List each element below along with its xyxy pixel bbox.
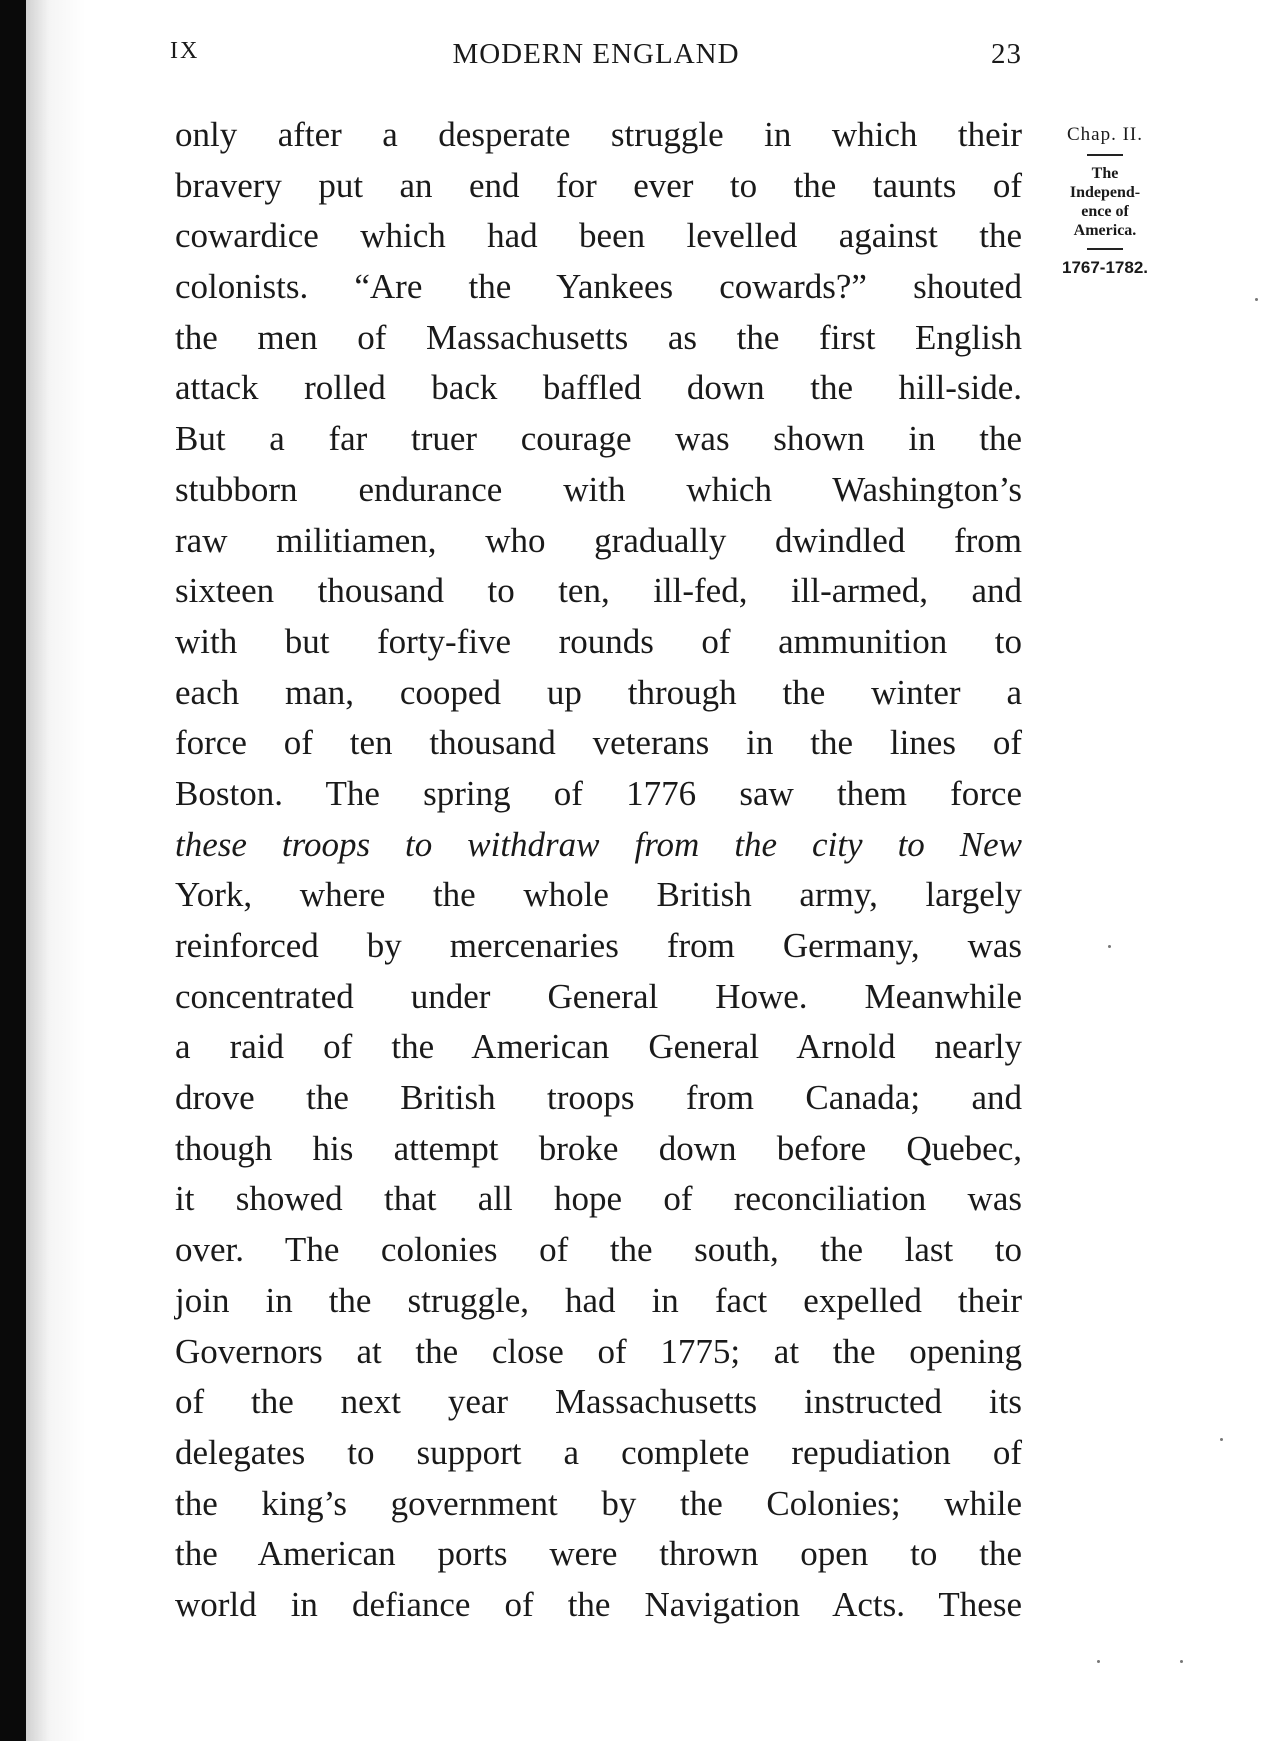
scan-speck	[1255, 298, 1258, 301]
marginal-note-dates: 1767-1782.	[1061, 258, 1149, 277]
marginal-note	[1040, 124, 1170, 278]
text-line: a raid of the American General Arnold nearly	[175, 1027, 1022, 1067]
marginal-note-chapter: Chap. II.	[1066, 124, 1143, 145]
scan-speck	[1097, 1660, 1100, 1663]
marginal-note-subject	[1040, 164, 1170, 240]
marginal-note-subject-line: Independ-	[1069, 184, 1141, 201]
text-line: join in the struggle, had in fact expelled their	[175, 1280, 1022, 1320]
text-line: the men of Massachusetts as the first English	[175, 317, 1022, 357]
body-text	[175, 110, 1022, 1631]
scan-speck	[1220, 1438, 1223, 1441]
scan-speck	[1180, 1660, 1183, 1663]
text-line: force of ten thousand veterans in the lines of	[175, 723, 1022, 763]
text-line: though his attempt broke down before Quebec,	[175, 1128, 1022, 1168]
text-line: over. The colonies of the south, the last to	[175, 1230, 1022, 1270]
marginal-note-subject-line: America.	[1073, 222, 1137, 239]
text-line: Governors at the close of 1775; at the opening	[175, 1331, 1022, 1371]
text-line: raw militiamen, who gradually dwindled from	[175, 520, 1022, 560]
text-line: only after a desperate struggle in which their	[175, 115, 1022, 154]
text-line: attack rolled back baffled down the hill-side.	[175, 368, 1022, 408]
marginal-note-subject-line: ence of	[1081, 203, 1129, 220]
page-binding-edge	[0, 0, 26, 1741]
text-line: sixteen thousand to ten, ill-fed, ill-armed, and	[175, 571, 1022, 611]
text-line: concentrated under General Howe. Meanwhile	[175, 976, 1022, 1016]
text-line: stubborn endurance with which Washington’s	[175, 469, 1022, 509]
text-line: York, where the whole British army, largely	[175, 875, 1022, 915]
text-line: drove the British troops from Canada; and	[175, 1078, 1022, 1118]
text-line: the American ports were thrown open to the	[175, 1534, 1022, 1574]
text-line: bravery put an end for ever to the taunts of	[175, 165, 1022, 205]
text-line: world in defiance of the Navigation Acts. These	[175, 1584, 1022, 1624]
scan-speck	[1108, 945, 1111, 948]
text-line: colonists. “Are the Yankees cowards?” shouted	[175, 267, 1022, 307]
text-line: these troops to withdraw from the city to New	[175, 824, 1022, 864]
running-head-title: MODERN ENGLAND	[452, 38, 740, 70]
text-line: the king’s government by the Colonies; while	[175, 1483, 1022, 1523]
marginal-note-rule	[1087, 154, 1123, 156]
page-binding-shadow	[26, 0, 86, 1741]
text-line: it showed that all hope of reconciliation was	[175, 1179, 1022, 1219]
marginal-note-rule	[1087, 248, 1123, 250]
text-line: cowardice which had been levelled against the	[175, 216, 1022, 256]
text-line: of the next year Massachusetts instructed its	[175, 1382, 1022, 1422]
text-line: delegates to support a complete repudiation of	[175, 1432, 1022, 1472]
running-head-chapter: IX	[170, 38, 200, 64]
marginal-note-subject-line: The	[1091, 165, 1119, 182]
running-head	[170, 38, 1022, 78]
text-line: But a far truer courage was shown in the	[175, 419, 1022, 459]
page-number: 23	[991, 38, 1022, 70]
text-line: reinforced by mercenaries from Germany, was	[175, 926, 1022, 965]
text-line: each man, cooped up through the winter a	[175, 672, 1022, 712]
text-line: with but forty-five rounds of ammunition to	[175, 621, 1022, 661]
text-line: Boston. The spring of 1776 saw them force	[175, 773, 1022, 813]
